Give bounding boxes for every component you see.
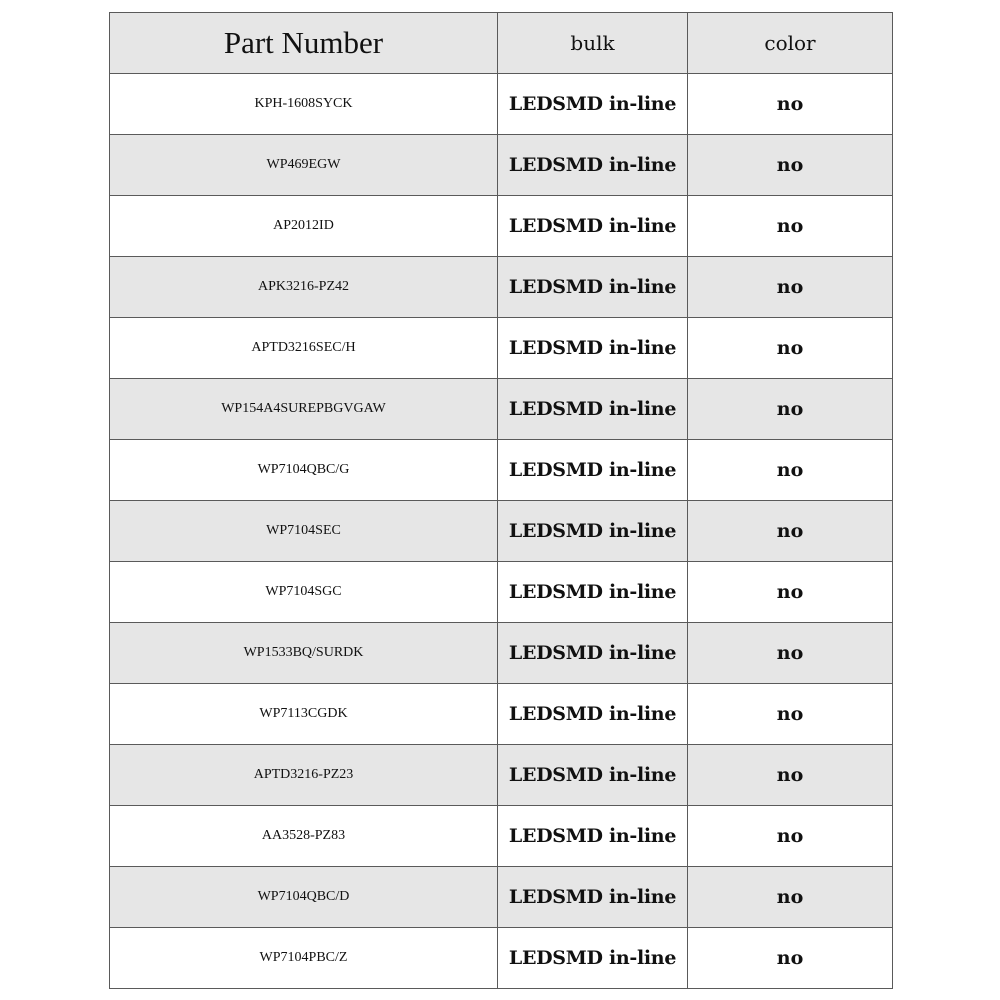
- bulk-cell: LEDSMD in-line: [498, 684, 688, 745]
- bulk-cell: LEDSMD in-line: [498, 196, 688, 257]
- table-row: [110, 684, 893, 745]
- bulk-cell: LEDSMD in-line: [498, 806, 688, 867]
- part-number-cell: APTD3216SEC/H: [110, 318, 498, 379]
- part-number-cell: APK3216-PZ42: [110, 257, 498, 318]
- header-row: [110, 13, 893, 74]
- color-cell: no: [688, 318, 893, 379]
- color-cell: no: [688, 74, 893, 135]
- part-number-cell: WP7113CGDK: [110, 684, 498, 745]
- bulk-cell: LEDSMD in-line: [498, 562, 688, 623]
- part-number-cell: WP7104SEC: [110, 501, 498, 562]
- table-row: [110, 318, 893, 379]
- table-row: [110, 562, 893, 623]
- bulk-cell: LEDSMD in-line: [498, 440, 688, 501]
- bulk-cell: LEDSMD in-line: [498, 135, 688, 196]
- part-number-cell: WP1533BQ/SURDK: [110, 623, 498, 684]
- color-cell: no: [688, 806, 893, 867]
- bulk-cell: LEDSMD in-line: [498, 501, 688, 562]
- table-row: [110, 440, 893, 501]
- table-row: [110, 928, 893, 989]
- parts-table: [109, 12, 893, 989]
- color-cell: no: [688, 379, 893, 440]
- part-number-cell: KPH-1608SYCK: [110, 74, 498, 135]
- color-cell: no: [688, 257, 893, 318]
- part-number-cell: WP469EGW: [110, 135, 498, 196]
- bulk-cell: LEDSMD in-line: [498, 623, 688, 684]
- part-number-cell: WP7104QBC/G: [110, 440, 498, 501]
- color-cell: no: [688, 440, 893, 501]
- header-color: color: [688, 13, 893, 74]
- part-number-cell: WP7104SGC: [110, 562, 498, 623]
- color-cell: no: [688, 562, 893, 623]
- table-row: [110, 257, 893, 318]
- table-row: [110, 196, 893, 257]
- part-number-cell: AP2012ID: [110, 196, 498, 257]
- table-row: [110, 623, 893, 684]
- bulk-cell: LEDSMD in-line: [498, 74, 688, 135]
- table-body: [110, 74, 893, 989]
- table-row: [110, 135, 893, 196]
- table-header: [110, 13, 893, 74]
- color-cell: no: [688, 501, 893, 562]
- header-part-number: Part Number: [110, 13, 498, 74]
- bulk-cell: LEDSMD in-line: [498, 745, 688, 806]
- color-cell: no: [688, 684, 893, 745]
- bulk-cell: LEDSMD in-line: [498, 318, 688, 379]
- color-cell: no: [688, 745, 893, 806]
- color-cell: no: [688, 135, 893, 196]
- color-cell: no: [688, 623, 893, 684]
- header-bulk: bulk: [498, 13, 688, 74]
- color-cell: no: [688, 196, 893, 257]
- part-number-cell: WP154A4SUREPBGVGAW: [110, 379, 498, 440]
- bulk-cell: LEDSMD in-line: [498, 379, 688, 440]
- part-number-cell: WP7104PBC/Z: [110, 928, 498, 989]
- table-row: [110, 379, 893, 440]
- color-cell: no: [688, 867, 893, 928]
- bulk-cell: LEDSMD in-line: [498, 928, 688, 989]
- table-row: [110, 74, 893, 135]
- bulk-cell: LEDSMD in-line: [498, 867, 688, 928]
- table-row: [110, 745, 893, 806]
- table-row: [110, 806, 893, 867]
- table-row: [110, 501, 893, 562]
- part-number-cell: WP7104QBC/D: [110, 867, 498, 928]
- part-number-cell: APTD3216-PZ23: [110, 745, 498, 806]
- bulk-cell: LEDSMD in-line: [498, 257, 688, 318]
- part-number-cell: AA3528-PZ83: [110, 806, 498, 867]
- table-row: [110, 867, 893, 928]
- color-cell: no: [688, 928, 893, 989]
